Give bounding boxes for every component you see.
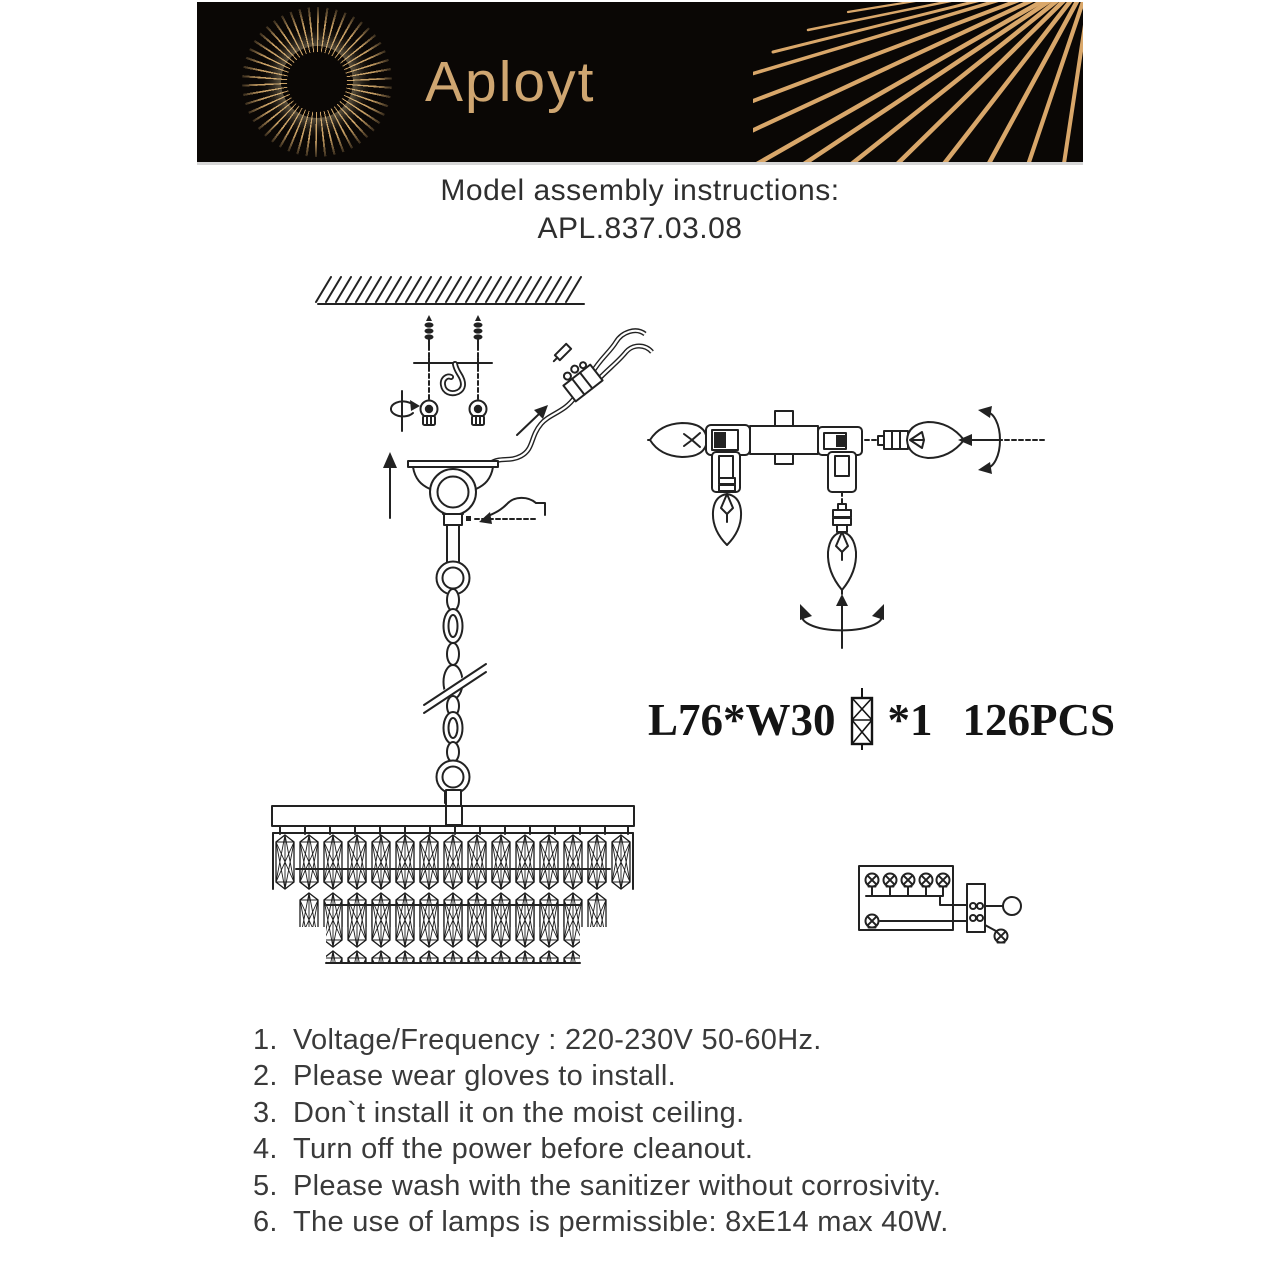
chandelier-body bbox=[272, 790, 634, 963]
lift-arrow bbox=[383, 452, 397, 518]
instruction-item bbox=[253, 1168, 1083, 1204]
screw-rotation-icon bbox=[391, 391, 420, 431]
item-text: Please wear gloves to install. bbox=[293, 1060, 676, 1093]
wire-connector bbox=[468, 331, 652, 466]
instruction-item bbox=[253, 1058, 1083, 1094]
ceiling-hatch bbox=[316, 277, 584, 304]
item-text: Turn off the power before cleanout. bbox=[293, 1133, 754, 1166]
item-text: The use of lamps is permissible: 8xE14 max 40W. bbox=[293, 1206, 949, 1239]
item-text: Voltage/Frequency : 220-230V 50-60Hz. bbox=[293, 1024, 822, 1056]
canopy-rotation-icon bbox=[466, 498, 545, 524]
brand-name: Aployt bbox=[425, 50, 596, 114]
item-number: 5. bbox=[253, 1169, 278, 1202]
title-block bbox=[0, 174, 1280, 246]
item-number: 4. bbox=[253, 1133, 278, 1166]
assembly-diagram bbox=[195, 262, 1080, 1007]
instruction-item bbox=[253, 1131, 1083, 1167]
instruction-item bbox=[253, 1022, 1083, 1058]
bulb-arm-diagram bbox=[648, 406, 1045, 648]
spec-dimensions: L76*W30 bbox=[648, 695, 836, 745]
instruction-list bbox=[253, 1022, 1083, 1240]
instruction-item bbox=[253, 1095, 1083, 1131]
mounting-screws bbox=[414, 315, 492, 425]
item-text: Don`t install it on the moist ceiling. bbox=[293, 1096, 745, 1129]
suspension-chain bbox=[424, 562, 486, 804]
model-number: APL.837.03.08 bbox=[537, 212, 743, 245]
instruction-item bbox=[253, 1204, 1083, 1240]
item-number: 2. bbox=[253, 1060, 278, 1093]
ceiling-hook bbox=[443, 364, 463, 393]
ray-fan-icon bbox=[753, 2, 1083, 162]
crystal-pendant-icon bbox=[844, 686, 880, 754]
spec-quantity: *1 bbox=[887, 695, 933, 745]
item-number: 1. bbox=[253, 1024, 278, 1056]
item-number: 6. bbox=[253, 1206, 278, 1239]
brand-banner bbox=[197, 2, 1083, 165]
sunburst-logo-icon bbox=[242, 7, 392, 157]
spec-pieces: 126PCS bbox=[962, 695, 1116, 745]
page-title: Model assembly instructions: bbox=[440, 174, 840, 207]
item-text: Please wash with the sanitizer without corrosivity. bbox=[293, 1169, 942, 1202]
spec-row bbox=[648, 686, 1115, 754]
item-number: 3. bbox=[253, 1096, 278, 1129]
wiring-schematic bbox=[859, 866, 1021, 943]
